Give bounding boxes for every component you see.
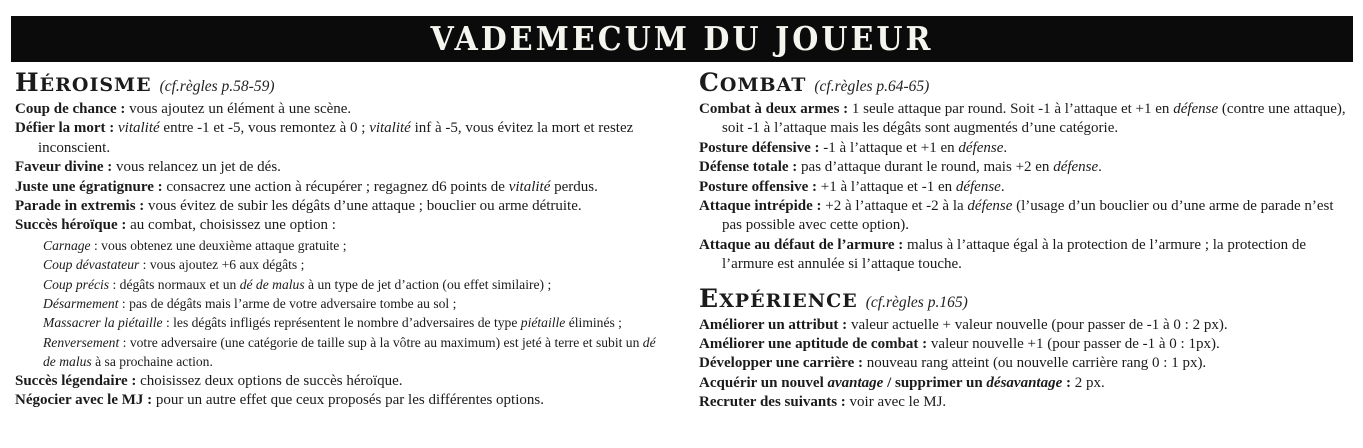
text-segment: à un type de jet d’action (ou effet similaire) ;: [304, 276, 552, 292]
text-segment: vous évitez de subir les dégâts d’une attaque ; bouclier ou arme détruite.: [148, 198, 582, 215]
text-segment: valeur nouvelle +1 (pour passer de -1 à 0 : 1px).: [930, 336, 1220, 353]
text-segment: désavantage: [986, 374, 1063, 391]
section-rules-reference: (cf.règles p.58-59): [159, 78, 275, 95]
section-title: COMBAT: [699, 68, 807, 97]
text-segment: avantage: [827, 374, 884, 391]
text-segment: valeur actuelle + valeur nouvelle (pour passer de -1 à 0 : 2 px).: [850, 316, 1228, 333]
rule-sub-item: [15, 313, 671, 332]
text-segment: .: [1098, 159, 1102, 176]
text-segment: perdus.: [550, 178, 598, 195]
text-segment: entre -1 et -5, vous remontez à 0 ;: [159, 120, 370, 137]
rule-item: [699, 158, 1355, 177]
rule-item: [15, 178, 671, 197]
text-segment: Désarmement: [43, 296, 119, 312]
text-segment: .: [1003, 139, 1008, 156]
text-segment: Combat à deux armes :: [699, 101, 852, 117]
text-segment: vous ajoutez un élément à une scène.: [129, 101, 352, 117]
text-segment: Défense totale :: [699, 159, 802, 176]
text-segment: : votre adversaire (une catégorie de taille sup à la vôtre au maximum) est jeté à terre et subit un: [119, 334, 643, 350]
text-segment: Attaque intrépide :: [699, 198, 826, 215]
text-segment: 1 seule attaque par round. Soit -1 à l’attaque et +1 en: [851, 101, 1174, 117]
column-left: [15, 68, 671, 413]
text-segment: défense: [967, 198, 1013, 215]
text-segment: +2 à l’attaque et -2 à la: [825, 198, 968, 215]
text-segment: Renversement: [43, 334, 120, 350]
section-heading: [699, 68, 1355, 97]
text-segment: vitalité: [118, 120, 160, 137]
section-rules-reference: (cf.règles p.64-65): [814, 78, 930, 95]
text-segment: Défier la mort :: [15, 120, 119, 137]
text-segment: Juste une égratignure :: [15, 178, 167, 195]
text-segment: Améliorer un attribut :: [699, 316, 851, 333]
text-segment: inf à -5, vous évitez la mort et restez inconscient.: [38, 120, 634, 156]
text-segment: Développer une carrière :: [699, 355, 867, 372]
text-segment: Améliorer une aptitude de combat :: [699, 336, 931, 353]
text-segment: : vous ajoutez +6 aux dégâts ;: [139, 257, 305, 273]
text-segment: défense: [1053, 159, 1099, 176]
rule-item: [15, 372, 671, 391]
rule-item: [15, 391, 671, 410]
text-segment: choisissez deux options de succès héroïque.: [140, 372, 403, 389]
text-segment: Posture défensive :: [699, 139, 824, 156]
rule-sub-item: [15, 236, 671, 255]
text-segment: :: [1062, 374, 1075, 391]
text-segment: au combat, choisissez une option :: [130, 217, 336, 234]
rule-item: [15, 158, 671, 177]
rule-sub-item: [15, 255, 671, 274]
rule-item: [699, 178, 1355, 197]
title-bar: [11, 16, 1353, 62]
text-segment: voir avec le MJ.: [849, 394, 947, 411]
page-title: VADEMECUM DU JOUEUR: [430, 20, 934, 58]
text-segment: à sa prochaine action.: [91, 354, 213, 370]
text-segment: Carnage: [43, 237, 91, 253]
section-rules-reference: (cf.règles p.165): [865, 293, 968, 311]
text-segment: vous relancez un jet de dés.: [115, 159, 281, 176]
column-right: [699, 68, 1355, 413]
rule-item: [699, 197, 1355, 236]
text-segment: -1 à l’attaque et +1 en: [823, 139, 959, 156]
rule-sub-item: [15, 294, 671, 313]
text-segment: Négocier avec le MJ :: [15, 392, 156, 409]
rule-item: [15, 216, 671, 235]
text-segment: (contre une attaque), soit -1 à l’attaque mais les dégâts sont augmentés d’une catégorie.: [722, 101, 1346, 137]
text-segment: nouveau rang atteint (ou nouvelle carrière rang 0 : 1 px).: [866, 355, 1207, 372]
rule-item: [15, 119, 671, 158]
text-segment: Parade in extremis :: [15, 198, 149, 215]
text-segment: Attaque au défaut de l’armure :: [699, 236, 908, 253]
text-segment: : vous obtenez une deuxième attaque gratuite ;: [90, 237, 347, 253]
text-segment: : les dégâts infligés représentent le nombre d’adversaires de type: [162, 315, 521, 331]
text-segment: Posture offensive :: [699, 178, 821, 195]
rule-item: [699, 236, 1355, 275]
text-segment: Faveur divine :: [15, 159, 116, 176]
rule-sub-item: [15, 275, 671, 294]
rule-item: [15, 100, 671, 119]
text-segment: : dégâts normaux et un: [109, 276, 240, 292]
rule-item: [15, 197, 671, 216]
rule-item: [699, 316, 1355, 335]
text-segment: dé de malus: [43, 334, 656, 370]
section-title: EXPÉRIENCE: [699, 283, 858, 313]
section-heading: [699, 284, 1355, 313]
section-heading: [15, 68, 671, 97]
content-columns: [15, 68, 1355, 413]
text-segment: Acquérir un nouvel: [699, 374, 828, 391]
text-segment: 2 px.: [1074, 374, 1105, 391]
text-segment: piétaille: [520, 315, 566, 331]
text-segment: défense: [955, 178, 1001, 195]
text-segment: +1 à l’attaque et -1 en: [820, 178, 956, 195]
rule-item: [699, 335, 1355, 354]
rule-item: [699, 139, 1355, 158]
rule-item: [699, 354, 1355, 373]
text-segment: Coup précis: [43, 276, 110, 292]
text-segment: pour un autre effet que ceux proposés par les différentes options.: [155, 392, 544, 409]
text-segment: (l’usage d’un bouclier ou d’une arme de parade n’est pas possible avec cette option).: [722, 198, 1334, 234]
text-segment: Coup dévastateur: [43, 257, 140, 273]
text-segment: Massacrer la piétaille: [43, 315, 163, 331]
text-segment: défense: [958, 139, 1004, 156]
text-segment: Recruter des suivants :: [699, 394, 850, 411]
text-segment: malus à l’attaque égal à la protection de l’armure ; la protection de l’armure est annulée si l’attaque touche.: [722, 236, 1307, 273]
text-segment: vitalité: [508, 178, 551, 195]
text-segment: éliminés ;: [565, 315, 622, 331]
text-segment: défense: [1173, 101, 1219, 117]
text-segment: consacrez une action à récupérer ; regagnez d6 points de: [166, 178, 509, 195]
rule-item: [699, 100, 1355, 139]
text-segment: Succès héroïque :: [15, 217, 131, 234]
text-segment: pas d’attaque durant le round, mais +2 en: [801, 159, 1054, 176]
text-segment: .: [1000, 178, 1005, 195]
text-segment: Coup de chance :: [15, 101, 130, 117]
text-segment: : pas de dégâts mais l’arme de votre adversaire tombe au sol ;: [118, 296, 457, 312]
text-segment: Succès légendaire :: [15, 372, 141, 389]
text-segment: vitalité: [369, 120, 411, 137]
text-segment: / supprimer un: [883, 374, 987, 391]
rule-item: [699, 393, 1355, 412]
text-segment: dé de malus: [239, 276, 305, 292]
rule-sub-item: [15, 333, 671, 372]
rule-item: [699, 374, 1355, 393]
section-title: HÉROISME: [15, 68, 152, 97]
